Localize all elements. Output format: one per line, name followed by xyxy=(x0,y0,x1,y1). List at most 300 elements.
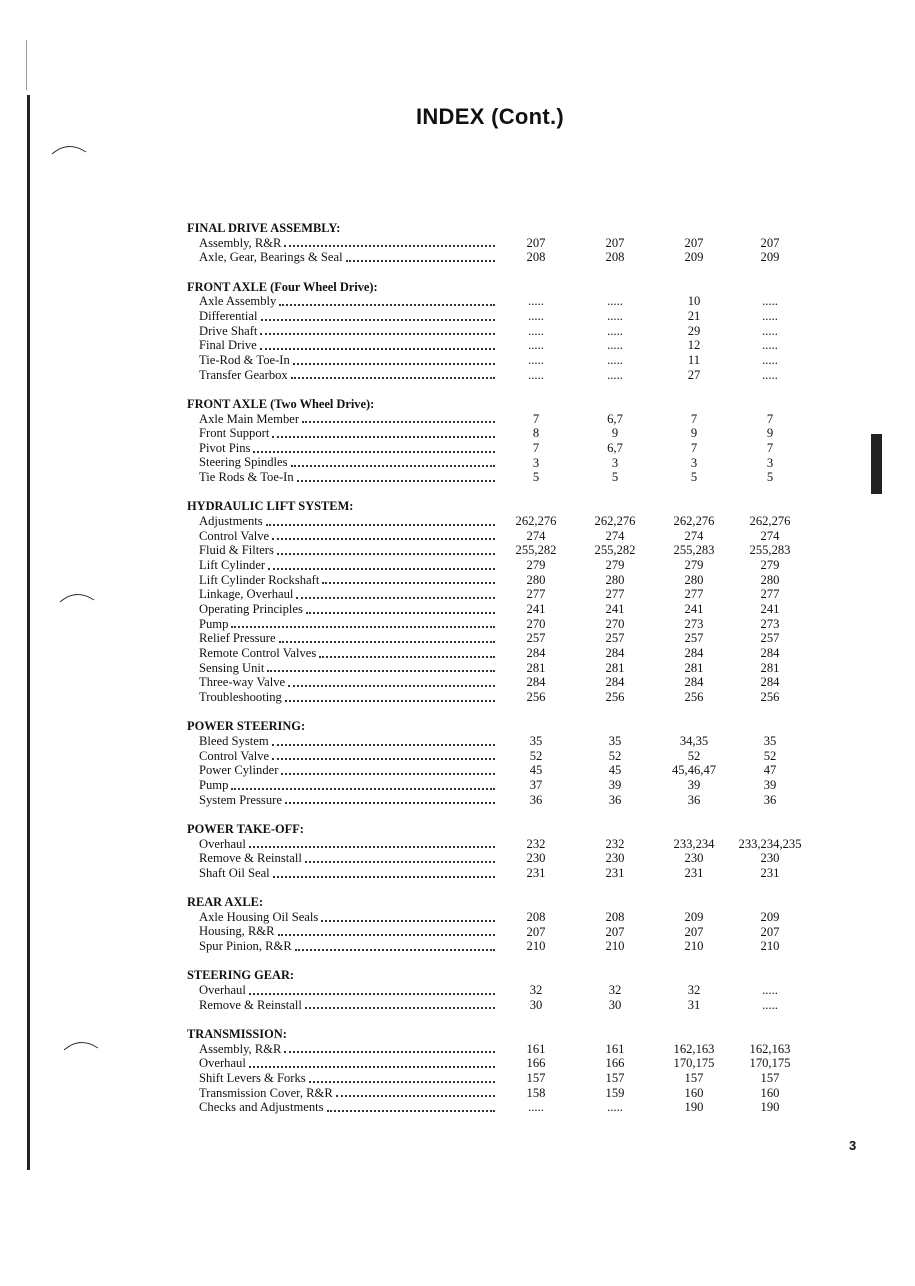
page-reference: 11 xyxy=(687,352,701,367)
page-reference: 209 xyxy=(760,250,780,265)
entry-label-with-leader xyxy=(199,1056,495,1071)
page-reference: 262,276 xyxy=(515,514,557,529)
page-reference: 5 xyxy=(532,470,540,485)
page-reference: 39 xyxy=(608,777,622,792)
index-section xyxy=(187,822,827,881)
page-reference: 207 xyxy=(605,924,625,939)
page-reference: 230 xyxy=(526,851,546,866)
index-entry xyxy=(187,1086,827,1101)
dot-leader xyxy=(293,363,495,365)
page-reference: ..... xyxy=(528,367,544,382)
page-reference: 160 xyxy=(684,1085,704,1100)
index-entry xyxy=(187,763,827,778)
entry-label-with-leader xyxy=(199,939,495,954)
page-reference: 30 xyxy=(608,997,622,1012)
page-reference: 231 xyxy=(605,865,625,880)
page-reference: 5 xyxy=(766,470,774,485)
entry-label-with-leader xyxy=(199,441,495,456)
entry-label: Transfer Gearbox xyxy=(199,367,288,382)
entry-label-with-leader xyxy=(199,675,495,690)
page-reference: 277 xyxy=(605,587,625,602)
punch-hole-mark xyxy=(50,140,90,160)
entry-label: Shift Levers & Forks xyxy=(199,1071,306,1086)
page-reference: 8 xyxy=(532,426,540,441)
page-reference: 281 xyxy=(526,660,546,675)
page-reference: 159 xyxy=(605,1085,625,1100)
page-reference: 157 xyxy=(684,1071,704,1086)
dot-leader xyxy=(266,524,495,526)
page-reference: 36 xyxy=(608,792,622,807)
index-section xyxy=(187,280,827,383)
index-entry xyxy=(187,441,827,456)
entry-label: Assembly, R&R xyxy=(199,235,282,250)
page-reference: ..... xyxy=(607,294,623,309)
entry-label-with-leader xyxy=(199,294,495,309)
page-reference: 3 xyxy=(766,455,774,470)
page-reference: 241 xyxy=(760,602,780,617)
index-section xyxy=(187,397,827,485)
page-reference: ..... xyxy=(762,323,778,338)
page-reference: 280 xyxy=(760,572,780,587)
scan-mark xyxy=(26,40,27,90)
page-reference: 256 xyxy=(760,690,780,704)
dot-leader xyxy=(231,626,495,628)
page-reference: 170,175 xyxy=(749,1056,791,1071)
page-reference: 270 xyxy=(526,616,546,631)
entry-label-with-leader xyxy=(199,910,495,925)
index-entry xyxy=(187,514,827,529)
index-entry xyxy=(187,338,827,353)
page-reference: 158 xyxy=(526,1085,546,1100)
page-reference: 270 xyxy=(605,616,625,631)
dot-leader xyxy=(260,333,495,335)
page-reference: 280 xyxy=(526,572,546,587)
entry-label-with-leader xyxy=(199,309,495,324)
entry-label: Shaft Oil Seal xyxy=(199,865,270,880)
page-reference: 207 xyxy=(684,235,704,250)
index-entry xyxy=(187,470,827,485)
entry-label-with-leader xyxy=(199,602,495,617)
entry-label: Front Support xyxy=(199,426,270,441)
dot-leader xyxy=(302,421,495,423)
entry-label: Axle Assembly xyxy=(199,294,277,309)
index-section xyxy=(187,1027,827,1115)
page-reference: ..... xyxy=(528,308,544,323)
page-reference: 45 xyxy=(608,763,622,778)
index-entry xyxy=(187,294,827,309)
index-entry xyxy=(187,1042,827,1057)
entry-label-with-leader xyxy=(199,617,495,632)
dot-leader xyxy=(336,1095,495,1097)
page-reference: ..... xyxy=(528,294,544,309)
page-reference: ..... xyxy=(762,294,778,309)
page-reference: 52 xyxy=(608,748,622,763)
page-reference: 274 xyxy=(684,528,704,543)
page-reference: 10 xyxy=(687,294,701,309)
page-reference: 207 xyxy=(526,924,546,939)
section-heading: POWER TAKE-OFF: xyxy=(187,821,304,836)
dot-leader xyxy=(284,1051,495,1053)
page-reference: ..... xyxy=(607,338,623,353)
page-reference: 241 xyxy=(684,602,704,617)
entry-label-with-leader xyxy=(199,426,495,441)
page-reference: 284 xyxy=(760,646,780,661)
page-reference: 262,276 xyxy=(749,514,791,529)
entry-label-with-leader xyxy=(199,998,495,1013)
entry-label: Adjustments xyxy=(199,514,263,529)
entry-label: Bleed System xyxy=(199,733,269,748)
index-entry xyxy=(187,1071,827,1086)
dot-leader xyxy=(279,304,495,306)
page-reference: 255,283 xyxy=(749,543,791,558)
page-reference: 209 xyxy=(684,909,704,924)
dot-leader xyxy=(319,656,495,658)
entry-label: Differential xyxy=(199,308,258,323)
page-reference: 231 xyxy=(684,865,704,880)
index-entry xyxy=(187,910,827,925)
section-heading: POWER STEERING: xyxy=(187,719,306,734)
entry-label: Checks and Adjustments xyxy=(199,1100,324,1115)
index-entry xyxy=(187,617,827,632)
entry-label: Tie Rods & Toe-In xyxy=(199,470,294,485)
entry-label-with-leader xyxy=(199,793,495,808)
section-heading: FINAL DRIVE ASSEMBLY: xyxy=(187,221,341,235)
page-reference: 241 xyxy=(605,602,625,617)
entry-label-with-leader xyxy=(199,866,495,881)
page-reference: 273 xyxy=(760,616,780,631)
page-reference: 210 xyxy=(760,939,780,954)
page-reference: 257 xyxy=(760,631,780,646)
page-reference: 279 xyxy=(526,558,546,573)
entry-label: Remove & Reinstall xyxy=(199,997,302,1012)
entry-label: Pump xyxy=(199,616,229,631)
index-entry xyxy=(187,837,827,852)
page-reference: 6,7 xyxy=(607,411,623,426)
page-reference: 208 xyxy=(526,909,546,924)
index-entry xyxy=(187,690,827,705)
page-reference: 52 xyxy=(763,748,777,763)
dot-leader xyxy=(279,641,495,643)
entry-label: Transmission Cover, R&R xyxy=(199,1085,333,1100)
page-reference: 256 xyxy=(605,690,625,704)
page-reference: 230 xyxy=(684,851,704,866)
page-reference: 36 xyxy=(529,792,543,807)
page-reference: 281 xyxy=(760,660,780,675)
entry-label: Power Cylinder xyxy=(199,763,279,778)
dot-leader xyxy=(231,788,495,790)
dot-leader xyxy=(278,934,495,936)
entry-label-with-leader xyxy=(199,250,495,265)
page-reference: 32 xyxy=(608,983,622,998)
index-entry xyxy=(187,309,827,324)
page-reference: ..... xyxy=(607,323,623,338)
page-reference: 9 xyxy=(766,426,774,441)
entry-label-with-leader xyxy=(199,529,495,544)
page-reference: 27 xyxy=(687,367,701,382)
page-reference: ..... xyxy=(762,352,778,367)
page-reference: 210 xyxy=(526,939,546,954)
index-entry xyxy=(187,1100,827,1115)
index-entry xyxy=(187,353,827,368)
index-entry xyxy=(187,661,827,676)
entry-label: Remove & Reinstall xyxy=(199,851,302,866)
entry-label: Three-way Valve xyxy=(199,675,286,690)
entry-label: Overhaul xyxy=(199,836,246,851)
entry-label: Housing, R&R xyxy=(199,924,275,939)
section-thumb-tab xyxy=(871,434,882,494)
index-entry xyxy=(187,749,827,764)
dot-leader xyxy=(249,846,495,848)
page-reference: 3 xyxy=(611,455,619,470)
entry-label-with-leader xyxy=(199,763,495,778)
page-reference: 230 xyxy=(760,851,780,866)
index-entry xyxy=(187,939,827,954)
page-reference: 36 xyxy=(763,792,777,807)
page-reference: 232 xyxy=(526,836,546,851)
entry-label-with-leader xyxy=(199,353,495,368)
page-reference: 31 xyxy=(687,997,701,1012)
dot-leader xyxy=(291,377,495,379)
index-entry xyxy=(187,573,827,588)
page-reference: 284 xyxy=(605,646,625,661)
page-reference: 157 xyxy=(526,1071,546,1086)
page-reference: 35 xyxy=(608,733,622,748)
entry-label: Axle, Gear, Bearings & Seal xyxy=(199,250,343,265)
page-reference: 231 xyxy=(526,865,546,880)
index-section xyxy=(187,221,827,265)
page-reference: 284 xyxy=(526,646,546,661)
page-reference: 279 xyxy=(684,558,704,573)
page-reference: 284 xyxy=(605,675,625,690)
page-reference: 35 xyxy=(763,733,777,748)
index-entry xyxy=(187,250,827,265)
page-reference: 255,282 xyxy=(594,543,636,558)
page-reference: 274 xyxy=(526,528,546,543)
entry-label-with-leader xyxy=(199,851,495,866)
page-reference: 32 xyxy=(529,983,543,998)
index-entry xyxy=(187,529,827,544)
entry-label-with-leader xyxy=(199,690,495,705)
page-reference: 256 xyxy=(526,690,546,704)
entry-label-with-leader xyxy=(199,543,495,558)
entry-label-with-leader xyxy=(199,1071,495,1086)
dot-leader xyxy=(295,949,495,951)
page-reference: ..... xyxy=(762,367,778,382)
entry-label-with-leader xyxy=(199,837,495,852)
entry-label: Steering Spindles xyxy=(199,455,288,470)
page-reference: ..... xyxy=(607,308,623,323)
index-entry xyxy=(187,646,827,661)
page-reference: 257 xyxy=(605,631,625,646)
page-reference: 12 xyxy=(687,338,701,353)
index-entry xyxy=(187,675,827,690)
page-reference: 7 xyxy=(532,411,540,426)
index-entry xyxy=(187,983,827,998)
index-entry xyxy=(187,368,827,383)
punch-hole-mark xyxy=(58,588,98,608)
entry-label-with-leader xyxy=(199,412,495,427)
page-reference: 255,282 xyxy=(515,543,557,558)
dot-leader xyxy=(322,582,495,584)
index-section xyxy=(187,968,827,1012)
entry-label: Sensing Unit xyxy=(199,660,265,675)
page-reference: 279 xyxy=(760,558,780,573)
dot-leader xyxy=(291,465,495,467)
index-entry xyxy=(187,778,827,793)
page-reference: 162,163 xyxy=(673,1041,715,1056)
entry-label: Fluid & Filters xyxy=(199,543,274,558)
index-entry xyxy=(187,793,827,808)
dot-leader xyxy=(285,700,495,702)
entry-label: Axle Housing Oil Seals xyxy=(199,909,319,924)
entry-label: Pivot Pins xyxy=(199,440,251,455)
page-reference: 9 xyxy=(690,426,698,441)
section-heading: STEERING GEAR: xyxy=(187,968,295,983)
page-reference: 52 xyxy=(687,748,701,763)
dot-leader xyxy=(284,245,495,247)
page-reference: 207 xyxy=(760,924,780,939)
page-reference: 34,35 xyxy=(679,733,709,748)
index-entry xyxy=(187,866,827,881)
dot-leader xyxy=(288,685,495,687)
page-reference: 39 xyxy=(763,777,777,792)
dot-leader xyxy=(267,670,495,672)
page-reference: 190 xyxy=(760,1100,780,1115)
dot-leader xyxy=(309,1081,495,1083)
entry-label-with-leader xyxy=(199,1042,495,1057)
page-reference: 233,234,235 xyxy=(738,836,802,851)
page-reference: 256 xyxy=(684,690,704,704)
page-reference: ..... xyxy=(762,997,778,1012)
page-reference: 277 xyxy=(760,587,780,602)
entry-label-with-leader xyxy=(199,573,495,588)
page-reference: 209 xyxy=(760,909,780,924)
page-reference: 162,163 xyxy=(749,1041,791,1056)
entry-label: Troubleshooting xyxy=(199,689,282,704)
dot-leader xyxy=(260,348,495,350)
page-reference: ..... xyxy=(528,1100,544,1115)
dot-leader xyxy=(249,1066,495,1068)
page-reference: 284 xyxy=(760,675,780,690)
dot-leader xyxy=(296,597,495,599)
index-entry xyxy=(187,412,827,427)
entry-label-with-leader xyxy=(199,1086,495,1101)
page-reference: 277 xyxy=(684,587,704,602)
page-reference: 7 xyxy=(532,440,540,455)
punch-hole-mark xyxy=(62,1036,102,1056)
entry-label: Linkage, Overhaul xyxy=(199,587,294,602)
page-reference: 45,46,47 xyxy=(671,763,717,778)
page-reference: 280 xyxy=(605,572,625,587)
binding-edge-rule xyxy=(27,95,30,1170)
page-reference: 232 xyxy=(605,836,625,851)
entry-label-with-leader xyxy=(199,456,495,471)
page-reference: 166 xyxy=(605,1056,625,1071)
page-reference: 209 xyxy=(684,250,704,265)
page-reference: 207 xyxy=(684,924,704,939)
index-entry xyxy=(187,324,827,339)
dot-leader xyxy=(305,1007,495,1009)
page-reference: ..... xyxy=(607,352,623,367)
index-entry xyxy=(187,426,827,441)
entry-label: Tie-Rod & Toe-In xyxy=(199,352,290,367)
entry-label-with-leader xyxy=(199,368,495,383)
index-section xyxy=(187,719,827,807)
page-reference: 274 xyxy=(760,528,780,543)
entry-label-with-leader xyxy=(199,925,495,940)
page-title: INDEX (Cont.) xyxy=(415,104,565,129)
index-entry xyxy=(187,602,827,617)
page-reference: 280 xyxy=(684,572,704,587)
page-reference: 277 xyxy=(526,587,546,602)
index-section xyxy=(187,895,827,954)
page-reference: 32 xyxy=(687,983,701,998)
page-reference: 284 xyxy=(526,675,546,690)
page-reference: 166 xyxy=(526,1056,546,1071)
page-reference: 21 xyxy=(687,308,701,323)
page-reference: 230 xyxy=(605,851,625,866)
page-reference: 207 xyxy=(760,235,780,250)
section-heading: TRANSMISSION: xyxy=(187,1027,287,1042)
entry-label: Operating Principles xyxy=(199,602,303,617)
page-reference: 255,283 xyxy=(673,543,715,558)
dot-leader xyxy=(297,480,495,482)
entry-label-with-leader xyxy=(199,778,495,793)
dot-leader xyxy=(305,861,495,863)
section-heading: REAR AXLE: xyxy=(187,895,264,910)
entry-label: Control Valve xyxy=(199,748,270,763)
dot-leader xyxy=(249,993,495,995)
page-reference: 47 xyxy=(763,763,777,778)
page-reference: 257 xyxy=(684,631,704,646)
dot-leader xyxy=(272,538,495,540)
dot-leader xyxy=(327,1110,495,1112)
index-entry xyxy=(187,558,827,573)
page-reference: 257 xyxy=(526,631,546,646)
page-reference: 7 xyxy=(690,440,698,455)
section-heading: HYDRAULIC LIFT SYSTEM: xyxy=(187,499,354,514)
dot-leader xyxy=(272,436,495,438)
page-reference: 241 xyxy=(526,602,546,617)
dot-leader xyxy=(277,553,495,555)
page-reference: 9 xyxy=(611,426,619,441)
entry-label-with-leader xyxy=(199,661,495,676)
page-reference: 170,175 xyxy=(673,1056,715,1071)
page-reference: ..... xyxy=(607,367,623,382)
dot-leader xyxy=(306,612,495,614)
entry-label: Lift Cylinder xyxy=(199,558,266,573)
entry-label-with-leader xyxy=(199,734,495,749)
index-entry xyxy=(187,851,827,866)
index-entry xyxy=(187,1056,827,1071)
index-section xyxy=(187,499,827,704)
dot-leader xyxy=(261,319,495,321)
entry-label: Final Drive xyxy=(199,338,257,353)
entry-label-with-leader xyxy=(199,631,495,646)
page-reference: 262,276 xyxy=(594,514,636,529)
index-entry xyxy=(187,998,827,1013)
page-reference: 210 xyxy=(684,939,704,954)
page-reference: 207 xyxy=(526,235,546,250)
entry-label-with-leader xyxy=(199,558,495,573)
page-reference: 281 xyxy=(605,660,625,675)
entry-label: Control Valve xyxy=(199,528,270,543)
index-list xyxy=(187,221,827,1130)
page-reference: 160 xyxy=(760,1085,780,1100)
page-reference: 233,234 xyxy=(673,836,715,851)
dot-leader xyxy=(346,260,495,262)
page-reference: 161 xyxy=(526,1041,546,1056)
